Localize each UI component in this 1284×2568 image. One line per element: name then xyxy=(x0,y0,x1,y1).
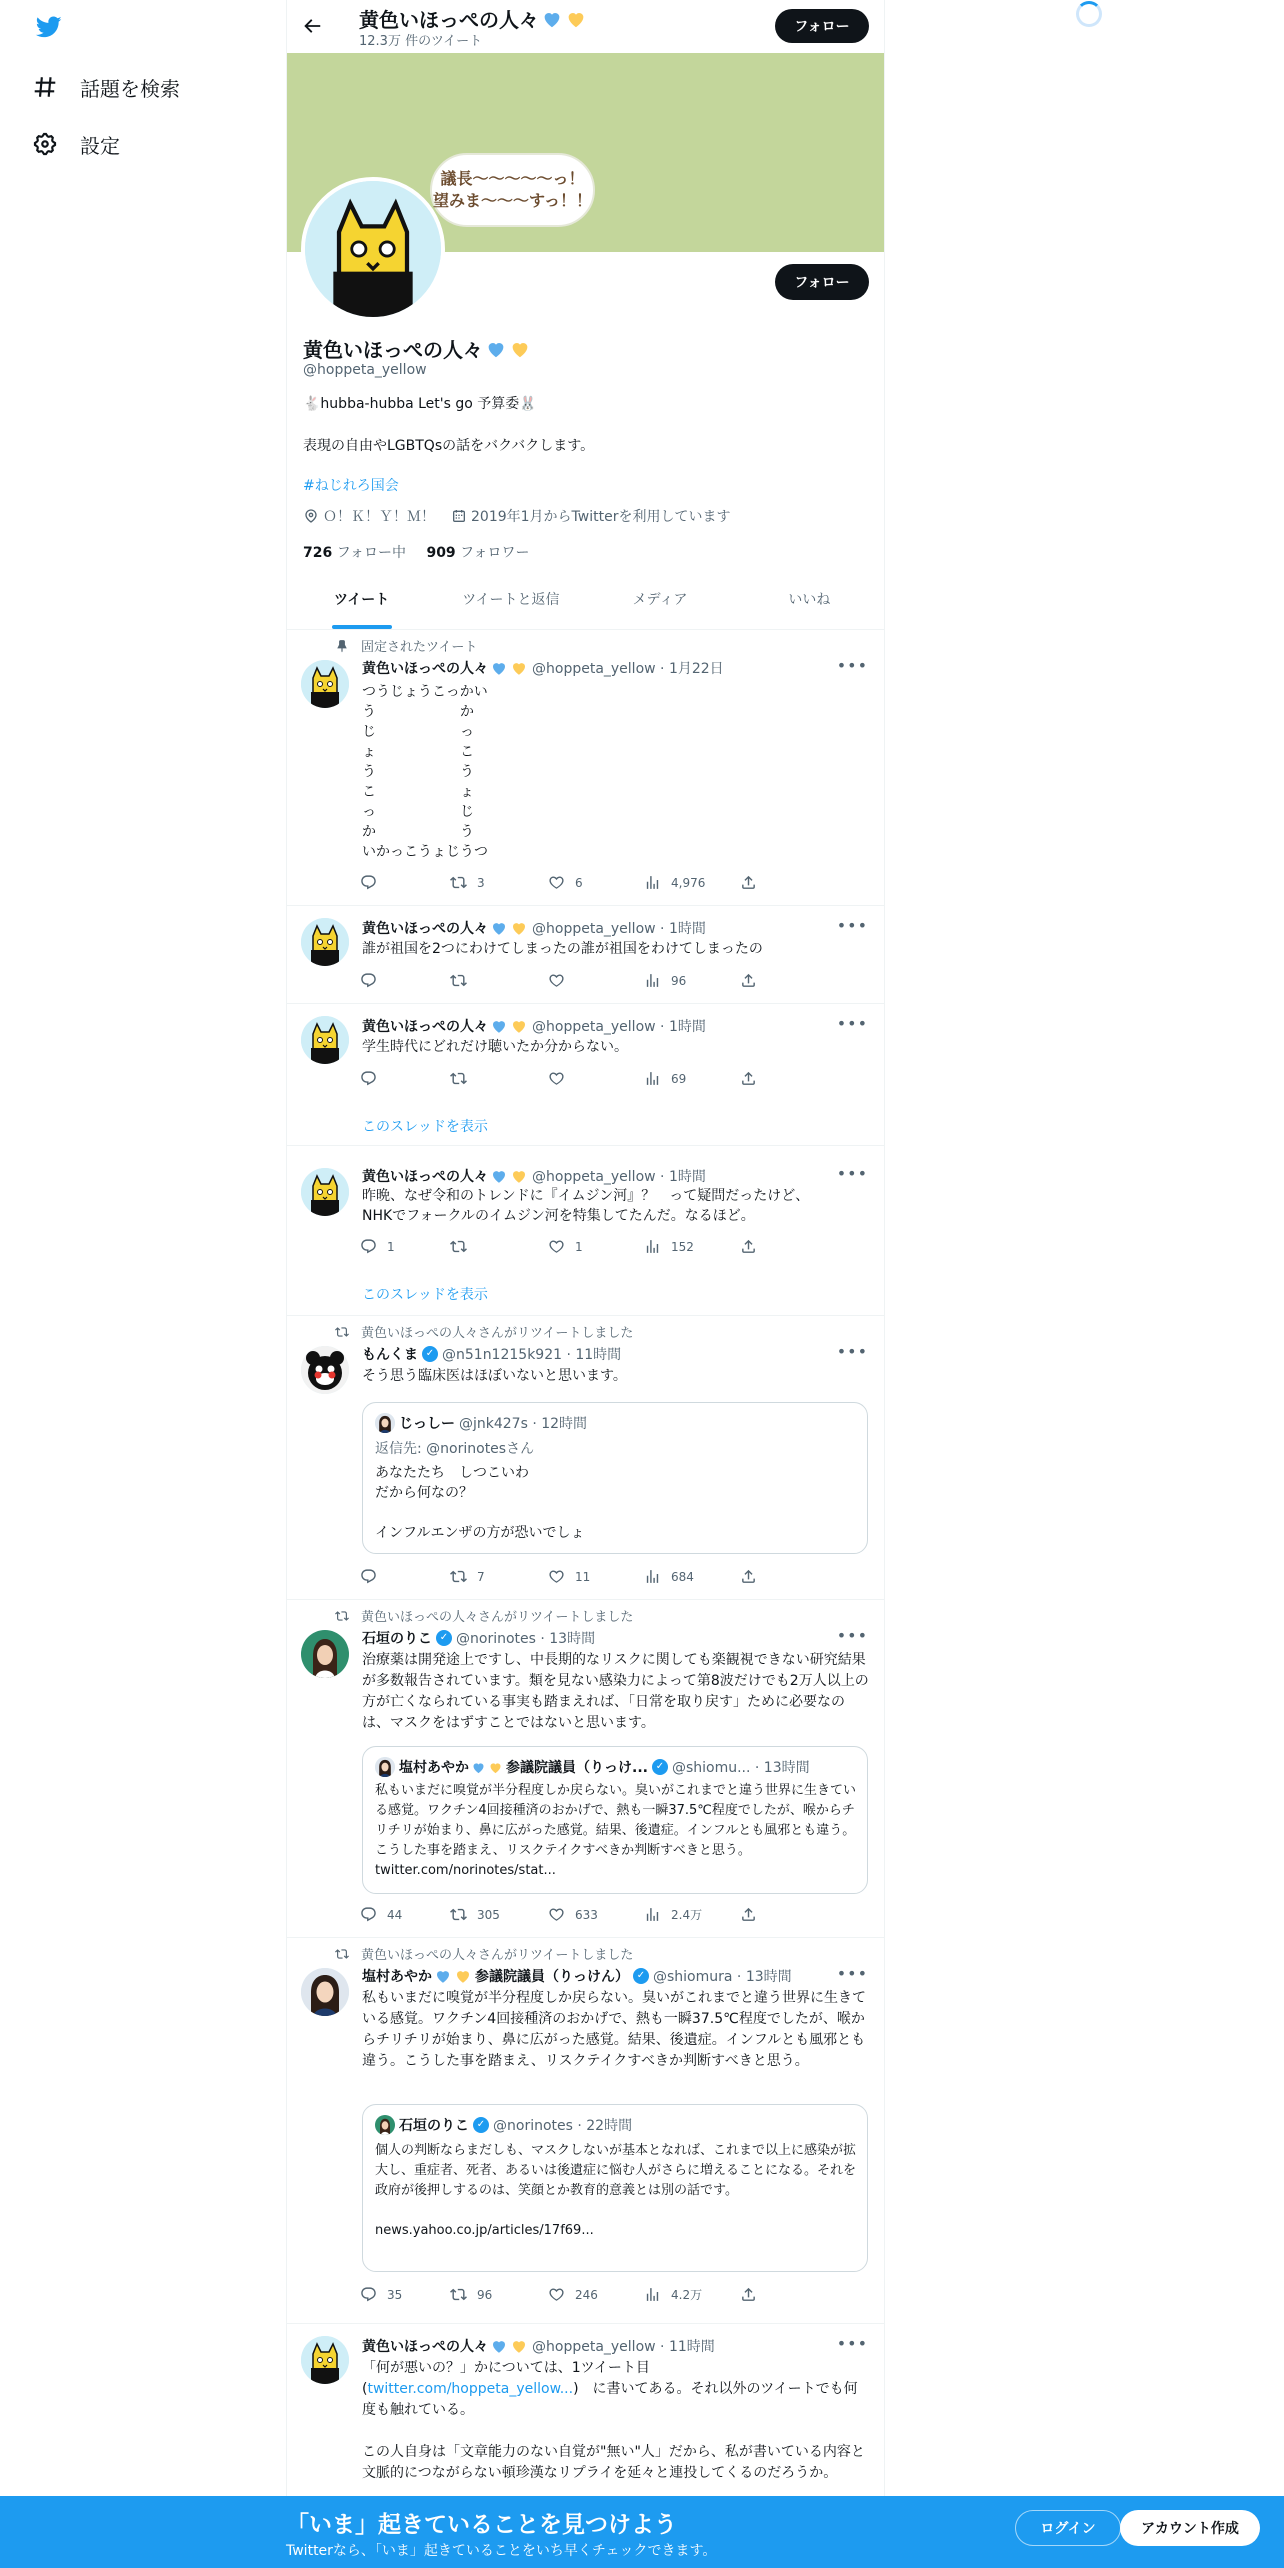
tab-tweets[interactable]: ツイート xyxy=(287,568,436,629)
author-name[interactable]: 黄色いほっぺの人々 xyxy=(362,661,488,677)
tweet-thread[interactable] xyxy=(287,1004,884,1146)
retweet-button[interactable]: 3 xyxy=(450,874,485,891)
login-button[interactable]: ログイン xyxy=(1015,2510,1121,2546)
share-button[interactable] xyxy=(740,1568,767,1585)
author-name[interactable]: 塩村あやか xyxy=(362,1969,432,1985)
views-button[interactable]: 2.4万 xyxy=(644,1906,702,1923)
verified-badge-icon: ✓ xyxy=(436,1630,452,1646)
like-button[interactable] xyxy=(548,1070,575,1087)
author-handle-time[interactable]: @hoppeta_yellow · 1月22日 xyxy=(532,661,724,677)
avatar[interactable] xyxy=(301,1168,349,1216)
views-icon xyxy=(644,1070,661,1087)
reply-icon xyxy=(360,1568,377,1585)
like-icon xyxy=(548,1070,565,1087)
share-button[interactable] xyxy=(740,1238,767,1255)
retweet-icon xyxy=(450,874,467,891)
author-handle-time[interactable]: @hoppeta_yellow · 1時間 xyxy=(532,1169,706,1185)
header-follow-button[interactable]: フォロー xyxy=(775,9,869,43)
tweet-text: 私もいまだに嗅覚が半分程度しか戻らない。臭いがこれまでと違う世界に生きている感覚。ワクチン4回接種済のおかげで、熱も一瞬37.5℃程度でしたが、喉からチリチリが始まり、鼻に広がった感覚。結果、後遺症。インフルとも風邪とも違う。こうした事を踏まえ、リスクテイクすべきか判断すべきと思う。 xyxy=(362,1990,866,2069)
retweet-context: 黄色いほっぺの人々さんがリツイートしました xyxy=(335,1944,633,1963)
login-prompt-title: 「いま」起きていることを見つけよう xyxy=(286,2512,677,2538)
more-options-icon[interactable]: ••• xyxy=(836,1342,868,1361)
verified-badge-icon: ✓ xyxy=(473,2117,489,2133)
avatar[interactable] xyxy=(301,1630,349,1678)
tweet-text: 学生時代にどれだけ聴いたか分からない。 xyxy=(362,1039,628,1055)
profile-stats xyxy=(303,542,529,562)
retweet-button[interactable] xyxy=(450,1238,477,1255)
hashtag-icon xyxy=(32,74,58,100)
calendar-icon xyxy=(451,508,467,524)
reply-icon xyxy=(360,1906,377,1923)
more-options-icon[interactable]: ••• xyxy=(836,2334,868,2353)
reply-button[interactable] xyxy=(360,972,387,989)
avatar-image xyxy=(375,2115,395,2135)
profile-meta xyxy=(303,506,730,526)
retweet-icon xyxy=(450,2286,467,2303)
retweet-icon xyxy=(450,972,467,989)
quoted-tweet[interactable] xyxy=(362,1402,868,1554)
verified-badge-icon: ✓ xyxy=(652,1759,668,1775)
profile-header-bar xyxy=(287,0,884,53)
tweet-text: 治療薬は開発途上ですし、中長期的なリスクに関しても楽観視できない研究結果が多数報告されています。類を見ない感染力によって第8波だけでも2万人以上の方が亡くなられている事実も踏まえれば、「日常を取り戻す」ために必要なのは、マスクをはずすことではないと思います。 xyxy=(362,1652,869,1731)
tweet-header: 塩村あやか 参議院議員（りっけん） ✓ @shiomura · 13時間 xyxy=(362,1966,792,1986)
tweet[interactable] xyxy=(287,906,884,1004)
blue-heart-icon xyxy=(541,8,563,30)
quoted-tweet[interactable] xyxy=(362,1746,868,1894)
views-button[interactable]: 69 xyxy=(644,1070,686,1087)
tweet-header xyxy=(362,918,706,938)
retweet-button[interactable]: 305 xyxy=(450,1906,500,1923)
yellow-heart-icon xyxy=(510,1167,528,1185)
avatar-image xyxy=(301,918,349,966)
yellow-heart-icon xyxy=(509,338,531,360)
views-button[interactable]: 684 xyxy=(644,1568,694,1585)
tweet-actions xyxy=(360,1238,780,1260)
tweet-actions xyxy=(360,1906,780,1928)
tweet-header xyxy=(362,1016,706,1036)
retweet[interactable] xyxy=(287,1316,884,1600)
quoted-tweet-header: じっしー @jnk427s · 12時間 xyxy=(375,1413,587,1433)
author-handle-time[interactable]: @shiomura · 13時間 xyxy=(653,1969,792,1985)
share-icon xyxy=(740,1070,757,1087)
login-prompt-subtitle: Twitterなら、「いま」起きていることをいち早くチェックできます。 xyxy=(286,2543,717,2559)
profile-location: Ｏ！Ｋ！Ｙ！Ｍ！ xyxy=(323,509,435,525)
retweet-icon xyxy=(450,1238,467,1255)
sidebar-item-explore[interactable] xyxy=(32,67,180,107)
blue-heart-icon xyxy=(490,659,508,677)
tweet-actions xyxy=(360,1070,780,1092)
blue-heart-icon xyxy=(490,919,508,937)
like-button[interactable]: 1 xyxy=(548,1238,583,1255)
quoted-tweet-header: 塩村あやか 参議院議員（りっけ... ✓ @shiomu... · 13時間 xyxy=(375,1757,810,1777)
profile-bio-line2: 表現の自由やLGBTQsの話をバクバクします。 xyxy=(303,438,595,454)
sidebar-item-label: 話題を検索 xyxy=(80,76,180,101)
author-handle-time[interactable]: @hoppeta_yellow · 1時間 xyxy=(532,921,706,937)
tab-media[interactable]: メディア xyxy=(632,591,688,608)
avatar-image xyxy=(375,1413,395,1433)
avatar-image xyxy=(301,1630,349,1678)
quoted-text: 個人の判断ならまだしも、マスクしないが基本となれば、これまで以上に感染が拡大し、重症者、死者、あるいは後遺症に悩む人がさらに増えることになる。それを政府が後押しするのは、笑顔とか教育的意義とは別の話です。 news.yahoo.co.jp/articles/17f69... xyxy=(375,2143,857,2238)
quoted-tweet[interactable] xyxy=(362,2104,868,2272)
avatar[interactable] xyxy=(301,660,349,708)
tweet-text: 誰が祖国を2つにわけてしまったの誰が祖国をわけてしまったの xyxy=(362,941,763,957)
quoted-text: 私もいまだに嗅覚が半分程度しか戻らない。臭いがこれまでと違う世界に生きている感覚。ワクチン4回接種済のおかげで、熱も一瞬37.5℃程度でしたが、喉からチリチリが始まり、鼻に広がった感覚。結果、後遺症。インフルとも風邪とも違う。こうした事を踏まえ、リスクテイクすべきか判断すべきと思う。 twitter.com/norinotes/stat... xyxy=(375,1783,857,1878)
tweet-link[interactable]: twitter.com/hoppeta_yellow... xyxy=(367,2381,574,2397)
views-icon xyxy=(644,874,661,891)
more-options-icon[interactable]: ••• xyxy=(836,1164,868,1183)
tweet-header xyxy=(362,2336,715,2356)
retweet-icon xyxy=(450,1906,467,1923)
tweet[interactable] xyxy=(287,2324,884,2496)
avatar[interactable] xyxy=(301,1968,349,2016)
like-button[interactable]: 246 xyxy=(548,2286,598,2303)
quoted-avatar xyxy=(375,2115,395,2135)
avatar[interactable] xyxy=(301,918,349,966)
tweet-thread[interactable] xyxy=(287,1146,884,1316)
reply-icon xyxy=(360,972,377,989)
author-handle-time[interactable]: @hoppeta_yellow · 1時間 xyxy=(532,1019,706,1035)
share-icon xyxy=(740,1568,757,1585)
yellow-heart-icon xyxy=(454,1967,472,1985)
retweet-button[interactable]: 96 xyxy=(450,2286,492,2303)
views-icon xyxy=(644,1238,661,1255)
more-options-icon[interactable]: ••• xyxy=(836,1014,868,1033)
sidebar-item-settings[interactable] xyxy=(32,124,120,164)
profile-name: 黄色いほっぺの人々 xyxy=(303,334,531,363)
profile-avatar[interactable] xyxy=(301,177,445,321)
quoted-avatar xyxy=(375,1757,395,1777)
share-icon xyxy=(740,1906,757,1923)
share-icon xyxy=(740,972,757,989)
tweet-count: 12.3万 件のツイート xyxy=(359,34,483,49)
author-name[interactable]: 黄色いほっぺの人々 xyxy=(362,921,488,937)
retweet-button[interactable] xyxy=(450,1070,477,1087)
retweet-button[interactable] xyxy=(450,972,477,989)
share-icon xyxy=(740,2286,757,2303)
like-button[interactable]: 633 xyxy=(548,1906,598,1923)
reply-icon xyxy=(360,874,377,891)
tab-likes[interactable]: いいね xyxy=(788,591,831,608)
share-button[interactable] xyxy=(740,1906,767,1923)
twitter-logo-icon[interactable] xyxy=(34,14,64,40)
like-button[interactable] xyxy=(548,972,575,989)
avatar-image xyxy=(301,2336,349,2384)
quoted-text: あなたたち しつこいわ だから何なの？ インフルエンザの方が恐いでしょ xyxy=(375,1465,585,1541)
tweet-actions xyxy=(360,2286,780,2308)
blue-heart-icon xyxy=(485,338,507,360)
avatar-image xyxy=(301,1016,349,1064)
retweet-icon xyxy=(335,1609,349,1623)
share-button[interactable] xyxy=(740,2286,767,2303)
tweet-text: 「何が悪いの？」かについては、1ツイート目 (twitter.com/hoppeta_yellow...) に書いてある。それ以外のツイートでも何度も触れている。 この人自身は「文章能力のない自覚が"無い"人」だから、私が書いている内容と文脈的につながらない頓珍漢なリプライを延々と連投してくるのだろうか。 xyxy=(362,2360,865,2481)
tweet-header xyxy=(362,1344,621,1364)
reply-icon xyxy=(360,2286,377,2303)
profile-joined: 2019年1月からTwitterを利用しています xyxy=(471,509,731,525)
share-button[interactable] xyxy=(740,972,767,989)
tweet-text: 昨晩、なぜ令和のトレンドに『イムジン河』？ って疑問だったけど、 NHKでフォークルのイムジン河を特集してたんだ。なるほど。 xyxy=(362,1188,810,1224)
retweet-icon xyxy=(450,1070,467,1087)
retweet[interactable] xyxy=(287,1600,884,1938)
profile-timeline xyxy=(286,0,885,2568)
followers-link[interactable]: 909 フォロワー xyxy=(426,545,530,561)
profile-hashtag[interactable]: #ねじれろ国会 xyxy=(303,478,399,494)
reply-button[interactable]: 35 xyxy=(360,2286,402,2303)
author-name[interactable]: 石垣のりこ xyxy=(362,1631,432,1647)
yellow-heart-icon xyxy=(510,2337,528,2355)
quoted-tweet-header: 石垣のりこ ✓ @norinotes · 22時間 xyxy=(375,2115,632,2135)
following-link[interactable]: 726 フォロー中 xyxy=(303,545,406,561)
views-button[interactable]: 4,976 xyxy=(644,874,705,891)
tweet-actions xyxy=(360,972,780,994)
location-icon xyxy=(303,508,319,524)
loading-spinner xyxy=(1076,1,1102,27)
reply-button[interactable]: 44 xyxy=(360,1906,402,1923)
views-icon xyxy=(644,1568,661,1585)
like-icon xyxy=(548,2286,565,2303)
avatar-image xyxy=(301,1168,349,1216)
reply-button[interactable] xyxy=(360,1070,387,1087)
retweet-context: 黄色いほっぺの人々さんがリツイートしました xyxy=(335,1606,633,1625)
author-name[interactable]: 黄色いほっぺの人々 xyxy=(362,2339,488,2355)
reply-icon xyxy=(360,1070,377,1087)
like-icon xyxy=(548,1238,565,1255)
verified-badge-icon: ✓ xyxy=(422,1346,438,1362)
verified-badge-icon: ✓ xyxy=(633,1968,649,1984)
author-handle-time[interactable]: @n51n1215k921 · 11時間 xyxy=(442,1347,622,1363)
avatar-image xyxy=(301,1968,349,2016)
reply-button[interactable]: 1 xyxy=(360,1238,395,1255)
back-arrow-icon[interactable] xyxy=(301,15,323,37)
share-icon xyxy=(740,1238,757,1255)
tweet-text: つうじょうこっかい う か じ っ ょ こ う う こ ょ っ じ か う いかっこうょじうつ xyxy=(362,684,488,860)
blue-heart-icon xyxy=(434,1967,452,1985)
show-thread-link[interactable]: このスレッドを表示 xyxy=(362,1119,488,1135)
more-options-icon[interactable]: ••• xyxy=(836,1964,868,1983)
views-button[interactable]: 96 xyxy=(644,972,686,989)
tweet-context: 固定されたツイート xyxy=(335,636,477,655)
pin-icon xyxy=(335,639,349,653)
login-prompt-bar xyxy=(0,2496,1284,2568)
header-title: 黄色いほっぺの人々 xyxy=(359,4,587,33)
profile-tabs xyxy=(287,568,884,630)
views-icon xyxy=(644,2286,661,2303)
blue-heart-icon xyxy=(471,1760,486,1775)
more-options-icon[interactable]: ••• xyxy=(836,1626,868,1645)
blue-heart-icon xyxy=(490,1017,508,1035)
author-name[interactable]: もんくま xyxy=(362,1347,418,1363)
banner-speech-bubble: 議長〜〜〜〜〜っ！ 望みま〜〜〜すっ！！ xyxy=(430,153,595,227)
reply-button[interactable] xyxy=(360,1568,387,1585)
more-options-icon[interactable]: ••• xyxy=(836,916,868,935)
avatar-image xyxy=(301,1346,349,1394)
share-icon xyxy=(740,874,757,891)
more-options-icon[interactable]: ••• xyxy=(836,656,868,675)
like-button[interactable]: 6 xyxy=(548,874,583,891)
quoted-avatar xyxy=(375,1413,395,1433)
views-button[interactable]: 152 xyxy=(644,1238,694,1255)
like-icon xyxy=(548,972,565,989)
yellow-heart-icon xyxy=(510,659,528,677)
share-button[interactable] xyxy=(740,874,767,891)
avatar[interactable] xyxy=(301,1016,349,1064)
tweet-actions xyxy=(360,874,780,896)
reply-button[interactable] xyxy=(360,874,387,891)
tweet-header xyxy=(362,1628,595,1648)
retweet-icon xyxy=(450,1568,467,1585)
like-icon xyxy=(548,874,565,891)
retweet-context: 黄色いほっぺの人々さんがリツイートしました xyxy=(335,1322,633,1341)
like-icon xyxy=(548,1568,565,1585)
views-icon xyxy=(644,972,661,989)
avatar[interactable] xyxy=(301,2336,349,2384)
yellow-heart-icon xyxy=(510,1017,528,1035)
retweet-button[interactable]: 7 xyxy=(450,1568,485,1585)
gear-icon xyxy=(32,131,58,157)
views-button[interactable]: 4.2万 xyxy=(644,2286,702,2303)
avatar[interactable] xyxy=(301,1346,349,1394)
avatar-image xyxy=(301,660,349,708)
like-icon xyxy=(548,1906,565,1923)
yellow-heart-icon xyxy=(488,1760,503,1775)
sidebar-item-label: 設定 xyxy=(80,133,120,158)
retweet[interactable] xyxy=(287,1938,884,2324)
profile-handle: @hoppeta_yellow xyxy=(303,362,427,378)
show-thread-link[interactable]: このスレッドを表示 xyxy=(362,1287,488,1303)
reply-icon xyxy=(360,1238,377,1255)
author-handle-time[interactable]: @norinotes · 13時間 xyxy=(456,1631,596,1647)
views-icon xyxy=(644,1906,661,1923)
profile-follow-button[interactable]: フォロー xyxy=(775,264,869,300)
tweet-pinned[interactable] xyxy=(287,630,884,906)
profile-bio-line1: 🐇hubba-hubba Let's go 予算委🐰 xyxy=(303,396,537,412)
author-name[interactable]: 黄色いほっぺの人々 xyxy=(362,1019,488,1035)
tweet-text: そう思う臨床医はほぼいないと思います。 xyxy=(362,1368,627,1384)
reply-to-label: 返信先: @norinotesさん xyxy=(375,1441,535,1457)
author-handle-time[interactable]: @hoppeta_yellow · 11時間 xyxy=(532,2339,715,2355)
avatar-image xyxy=(375,1757,395,1777)
tweet-actions xyxy=(360,1568,780,1590)
yellow-heart-icon xyxy=(510,919,528,937)
signup-button[interactable]: アカウント作成 xyxy=(1120,2510,1260,2546)
tweet-header xyxy=(362,1166,706,1186)
like-button[interactable]: 11 xyxy=(548,1568,590,1585)
retweet-icon xyxy=(335,1947,349,1961)
blue-heart-icon xyxy=(490,2337,508,2355)
yellow-heart-icon xyxy=(565,8,587,30)
retweet-icon xyxy=(335,1325,349,1339)
author-name[interactable]: 黄色いほっぺの人々 xyxy=(362,1169,488,1185)
share-button[interactable] xyxy=(740,1070,767,1087)
tweet-header xyxy=(362,658,724,678)
avatar-image xyxy=(305,181,441,317)
tab-tweets-replies[interactable]: ツイートと返信 xyxy=(462,591,560,608)
blue-heart-icon xyxy=(490,1167,508,1185)
